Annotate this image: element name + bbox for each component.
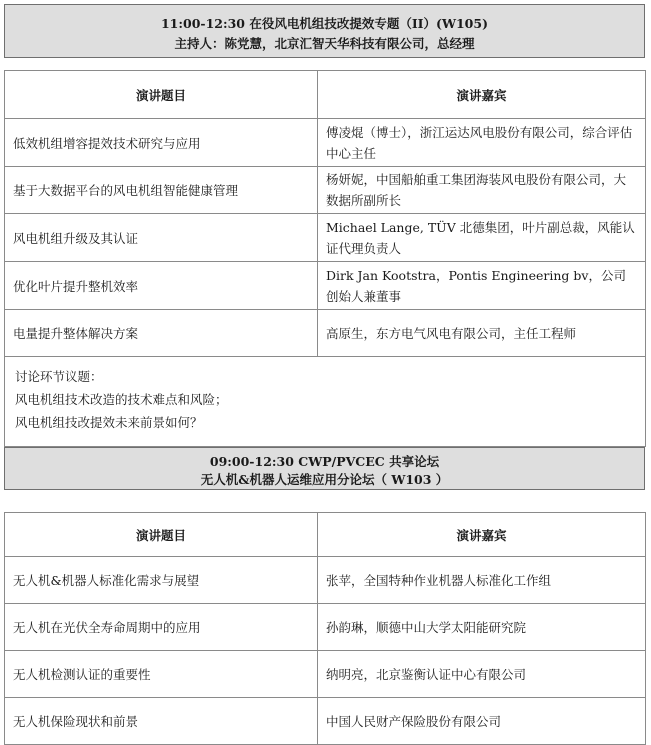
session1-header <box>4 4 645 58</box>
topic-cell: 优化叶片提升整机效率 <box>5 262 318 310</box>
col-header-topic: 演讲题目 <box>5 513 318 557</box>
topic-cell: 低效机组增容提效技术研究与应用 <box>5 119 318 167</box>
speaker-cell: 傅凌焜（博士），浙江运达风电股份有限公司，综合评估中心主任 <box>318 119 646 167</box>
speaker-cell: 纳明亮，北京鉴衡认证中心有限公司 <box>318 651 646 698</box>
table-row <box>5 604 646 651</box>
table-row <box>5 651 646 698</box>
speaker-cell: 中国人民财产保险股份有限公司 <box>318 698 646 745</box>
table-row <box>5 557 646 604</box>
col-header-topic: 演讲题目 <box>5 71 318 119</box>
table-row <box>5 310 646 357</box>
discussion-cell <box>5 357 646 447</box>
discussion-title: 讨论环节议题： <box>15 369 103 384</box>
session2-header <box>4 447 645 490</box>
col-header-speaker: 演讲嘉宾 <box>318 71 646 119</box>
speaker-cell: Dirk Jan Kootstra，Pontis Engineering bv，公司创始人兼董事 <box>318 262 646 310</box>
session1-table <box>4 70 645 447</box>
topic-cell: 无人机&机器人标准化需求与展望 <box>5 557 318 604</box>
discussion-row <box>5 357 646 447</box>
table-row <box>5 698 646 745</box>
table-row <box>5 119 646 167</box>
speaker-cell: Michael Lange, TÜV 北德集团，叶片副总裁，风能认证代理负责人 <box>318 214 646 262</box>
session1-time-title: 11:00-12:30 在役风电机组技改提效专题（II）(W105) <box>160 16 488 31</box>
topic-cell: 无人机保险现状和前景 <box>5 698 318 745</box>
speaker-cell: 高原生，东方电气风电有限公司，主任工程师 <box>318 310 646 357</box>
table-row <box>5 214 646 262</box>
speaker-cell: 张苹，全国特种作业机器人标准化工作组 <box>318 557 646 604</box>
session2-time-title: 09:00-12:30 CWP/PVCEC 共享论坛 <box>209 454 440 469</box>
topic-cell: 无人机检测认证的重要性 <box>5 651 318 698</box>
speaker-cell: 杨妍妮，中国船舶重工集团海装风电股份有限公司，大数据所副所长 <box>318 167 646 214</box>
speaker-cell: 孙韵琳，顺德中山大学太阳能研究院 <box>318 604 646 651</box>
session2-subtitle: 无人机&机器人运维应用分论坛（ W103 ） <box>200 472 449 487</box>
discussion-item: 风电机组技改提效未来前景如何？ <box>15 415 203 430</box>
table-header-row <box>5 71 646 119</box>
session1-host: 主持人：陈党慧，北京汇智天华科技有限公司，总经理 <box>174 36 475 51</box>
session2-table <box>4 512 645 745</box>
discussion-item: 风电机组技术改造的技术难点和风险； <box>15 392 228 407</box>
topic-cell: 基于大数据平台的风电机组智能健康管理 <box>5 167 318 214</box>
topic-cell: 无人机在光伏全寿命周期中的应用 <box>5 604 318 651</box>
table-row <box>5 262 646 310</box>
topic-cell: 风电机组升级及其认证 <box>5 214 318 262</box>
topic-cell: 电量提升整体解决方案 <box>5 310 318 357</box>
table-header-row <box>5 513 646 557</box>
col-header-speaker: 演讲嘉宾 <box>318 513 646 557</box>
table-row <box>5 167 646 214</box>
